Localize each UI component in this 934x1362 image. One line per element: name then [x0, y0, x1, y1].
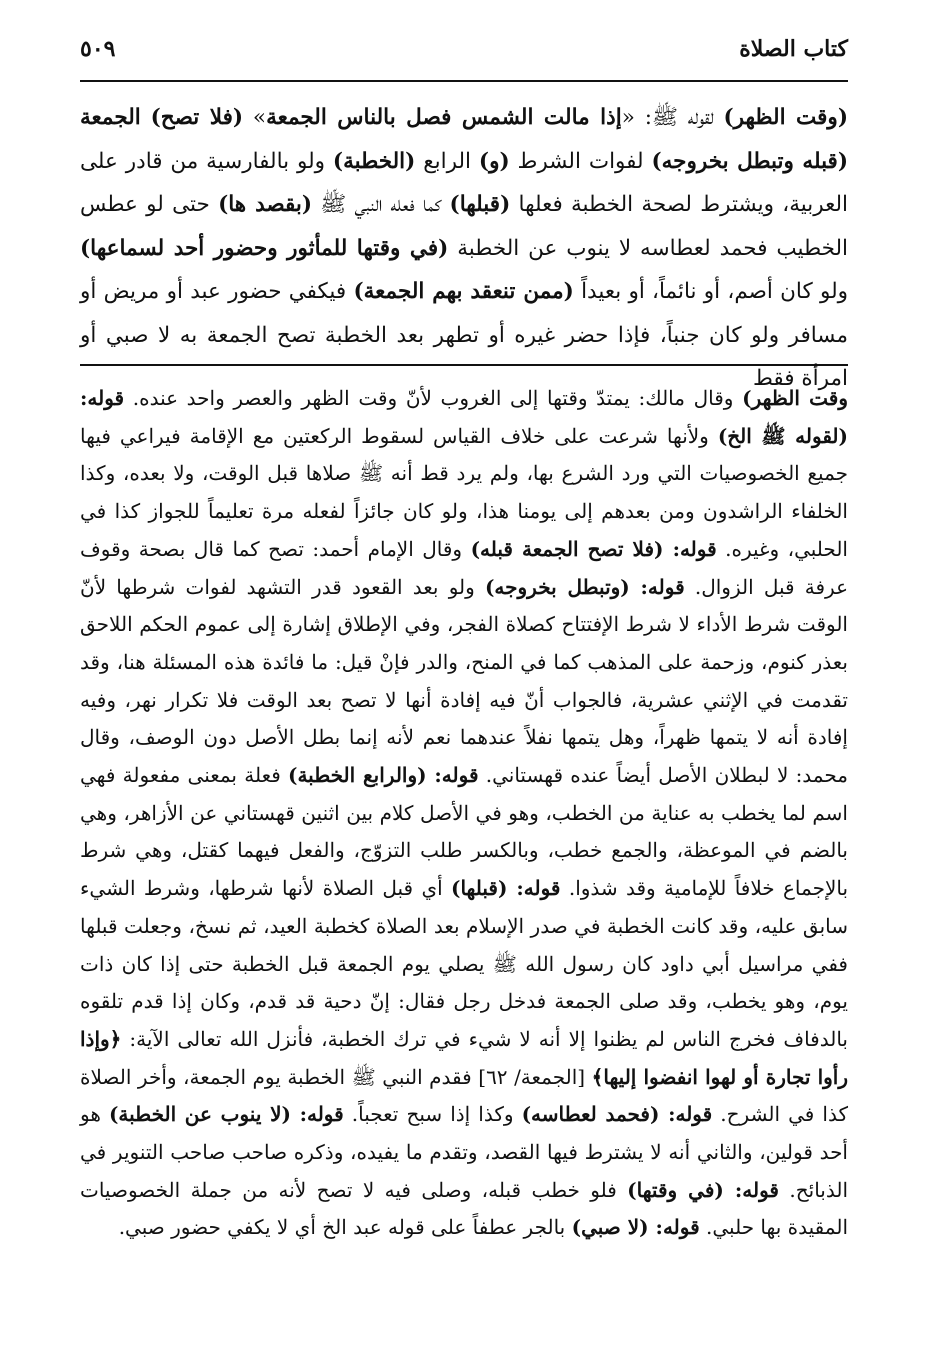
sharh-seg: وكذا إذا سبح تعجباً.	[343, 1102, 522, 1127]
sharh-seg: ولأنها شرعت على خلاف القياس لسقوط الركعتين مع الإقامة فيراعي فيها جميع الخصوصيات التي ورد الشرع بها، ولم يرد قط أنه ﷺ صلاها قبل الوقت، ولا بعده، وكذا الخلفاء الراشدون ومن بعدهم إلى يومنا هذا، ولو كان جائزاً لفعله مرة تعليماً للجواز كذا في الحلبي، وغيره.	[80, 423, 848, 561]
matn-paragraph	[80, 96, 848, 401]
matn-seg: ولو كان أصم، أو نائماً، أو بعيداً	[573, 279, 848, 304]
matn-seg: الرابع	[415, 148, 479, 174]
sharh-seg: ولو بعد القعود قدر التشهد لفوات شرطها لأنّ الوقت شرط الأداء لا شرط الإفتتاح كصلاة الفجر، وفي الإطلاق إشارة إلى عموم الحكم اللاحق بعذر كنوم، وزحمة على المذهب كما في المنح، والدر فإنْ قيل: ما فائدة هذه المسئلة هنا، وقد تقدمت في الإثني عشرية، فالجواب أنّ فيه إفادة أنها لا تصح بعد الوقت فلا تكرار نهر، وفيه إفادة أنه لا يتمها ظهراً، وهل يتمها نفلاً عندهما نعم لأنه إنما بطل الأصل دون الوصف، وقال محمد: لا لبطلان الأصل أيضاً عنده قهستاني.	[80, 574, 848, 788]
sharh-seg: قوله: (فحمد لعطاسه)	[521, 1102, 713, 1127]
matn-seg: ولو بالفارسية من قادر على العربية، ويشترط لصحة الخطبة فعلها	[80, 148, 849, 217]
matn-seg	[141, 105, 151, 130]
sharh-paragraph	[80, 380, 848, 1247]
matn-seg: الجمعة (قبله وتبطل بخروجه)	[80, 105, 849, 174]
sharh-text	[80, 380, 848, 1247]
sharh-seg: قوله: (لا صبي)	[571, 1215, 700, 1240]
sharh-seg: [الجمعة/ ٦٢] فقدم النبي ﷺ الخطبة يوم الجمعة، وأخر الصلاة كذا في الشرح.	[80, 1064, 848, 1127]
sharh-seg: هو أحد قولين، والثاني أنه لا يشترط فيها القصد، وتقدم ما يفيده، وذكره صاحب صاحب التنوير في الذبائح.	[80, 1102, 848, 1202]
sharh-seg: وقال الإمام أحمد: تصح كما قال بصحة وقوف عرفة قبل الزوال.	[80, 536, 849, 599]
matn-text	[80, 96, 848, 401]
sharh-seg: ﴿وإذا رأوا تجارة أو لهوا انفضوا إليها﴾	[80, 1026, 848, 1089]
matn-seg: »	[243, 105, 267, 130]
sharh-seg: قوله: (والرابع الخطبة)	[288, 763, 479, 788]
sharh-seg: قوله: (لا ينوب عن الخطبة)	[108, 1102, 344, 1127]
matn-seg: (وقت الظهر)	[723, 105, 848, 130]
footnote-divider	[80, 364, 848, 366]
book-title: كتاب الصلاة	[739, 36, 848, 62]
matn-seg: حتى لو عطس الخطيب فحمد لعطاسه لا ينوب عن الخطبة	[80, 192, 848, 261]
sharh-seg: بالجر عطفاً على قوله عبد الخ أي لا يكفي حضور صبي.	[118, 1215, 572, 1240]
matn-seg: كما فعله النبي ﷺ	[312, 192, 450, 217]
sharh-seg: أي قبل الصلاة لأنها شرطها، وشرط الشيء سابق عليه، وقد كانت الخطبة في صدر الإسلام بعد الصلاة كخطبة العيد، ثم نسخ، وجعلت قبلها ففي مراسيل أبي داود كان رسول الله ﷺ يصلي يوم الجمعة قبل الخطبة حتى إذا كان ذات يوم، وهو يخطب، وقد صلى الجمعة فدخل رجل فقال: إنّ دحية قد قدم، وكان إذا قدم تلقوه بالدفاف فخرج الناس لم يظنوا إلا أنه لا شيء في ترك الخطبة، فأنزل الله تعالى الآية:	[80, 876, 848, 1051]
matn-seg: لقوله ﷺ: «	[621, 105, 724, 130]
matn-seg: (في وقتها للمأثور وحضور أحد لسماعها)	[80, 235, 449, 261]
sharh-seg: قوله: (قبلها)	[451, 876, 561, 901]
matn-seg: إذا مالت الشمس فصل بالناس الجمعة	[266, 105, 622, 130]
matn-seg: (بقصد ها)	[218, 192, 313, 217]
sharh-seg: قوله: (فلا تصح الجمعة قبله)	[470, 536, 717, 561]
matn-seg: (قبلها)	[449, 192, 511, 217]
page-number: ٥٠٩	[80, 36, 116, 62]
sharh-seg: فعلة بمعنى مفعولة فهي اسم لما يخطب به عناية من الخطب، وهو في الأصل كلام بين اثنين قهستاني عن الأزاهر، وهي بالضم في الموعظة، والجمع خطب، وبالكسر طلب التزوّج، والفعل فيهما كقتل، وهي شرط بالإجماع خلافاً للإمامية وقد شذوا.	[80, 763, 849, 901]
matn-seg: (فلا تصح)	[150, 105, 244, 130]
matn-seg: لفوات الشرط	[509, 148, 652, 174]
matn-seg: (ممن تنعقد بهم الجمعة)	[353, 279, 574, 304]
sharh-seg: قوله: (وتبطل بخروجه)	[484, 574, 685, 599]
sharh-seg: وقال مالك: يمتدّ وقتها إلى الغروب لأنّ وقت الظهر والعصر واحد عنده.	[124, 386, 743, 410]
sharh-seg: وقت الظهر)	[742, 386, 848, 410]
sharh-seg: قوله: (في وقتها)	[627, 1177, 779, 1202]
sharh-seg: قوله: (لقوله ﷺ الخ)	[80, 386, 848, 448]
page-header	[80, 30, 848, 82]
matn-seg: (الخطبة)	[332, 148, 416, 174]
matn-seg: (و)	[478, 148, 510, 174]
sharh-seg: فلو خطب قبله، وصلى فيه لا تصح لأنه من جملة الخصوصيات المقيدة بها حلبي.	[80, 1177, 848, 1240]
matn-seg: فيكفي حضور عبد أو مريض أو مسافر ولو كان جنباً، فإذا حضر غيره أو تطهر بعد الخطبة تصح الجمعة به لا صبي أو امرأة فقط	[80, 279, 848, 391]
